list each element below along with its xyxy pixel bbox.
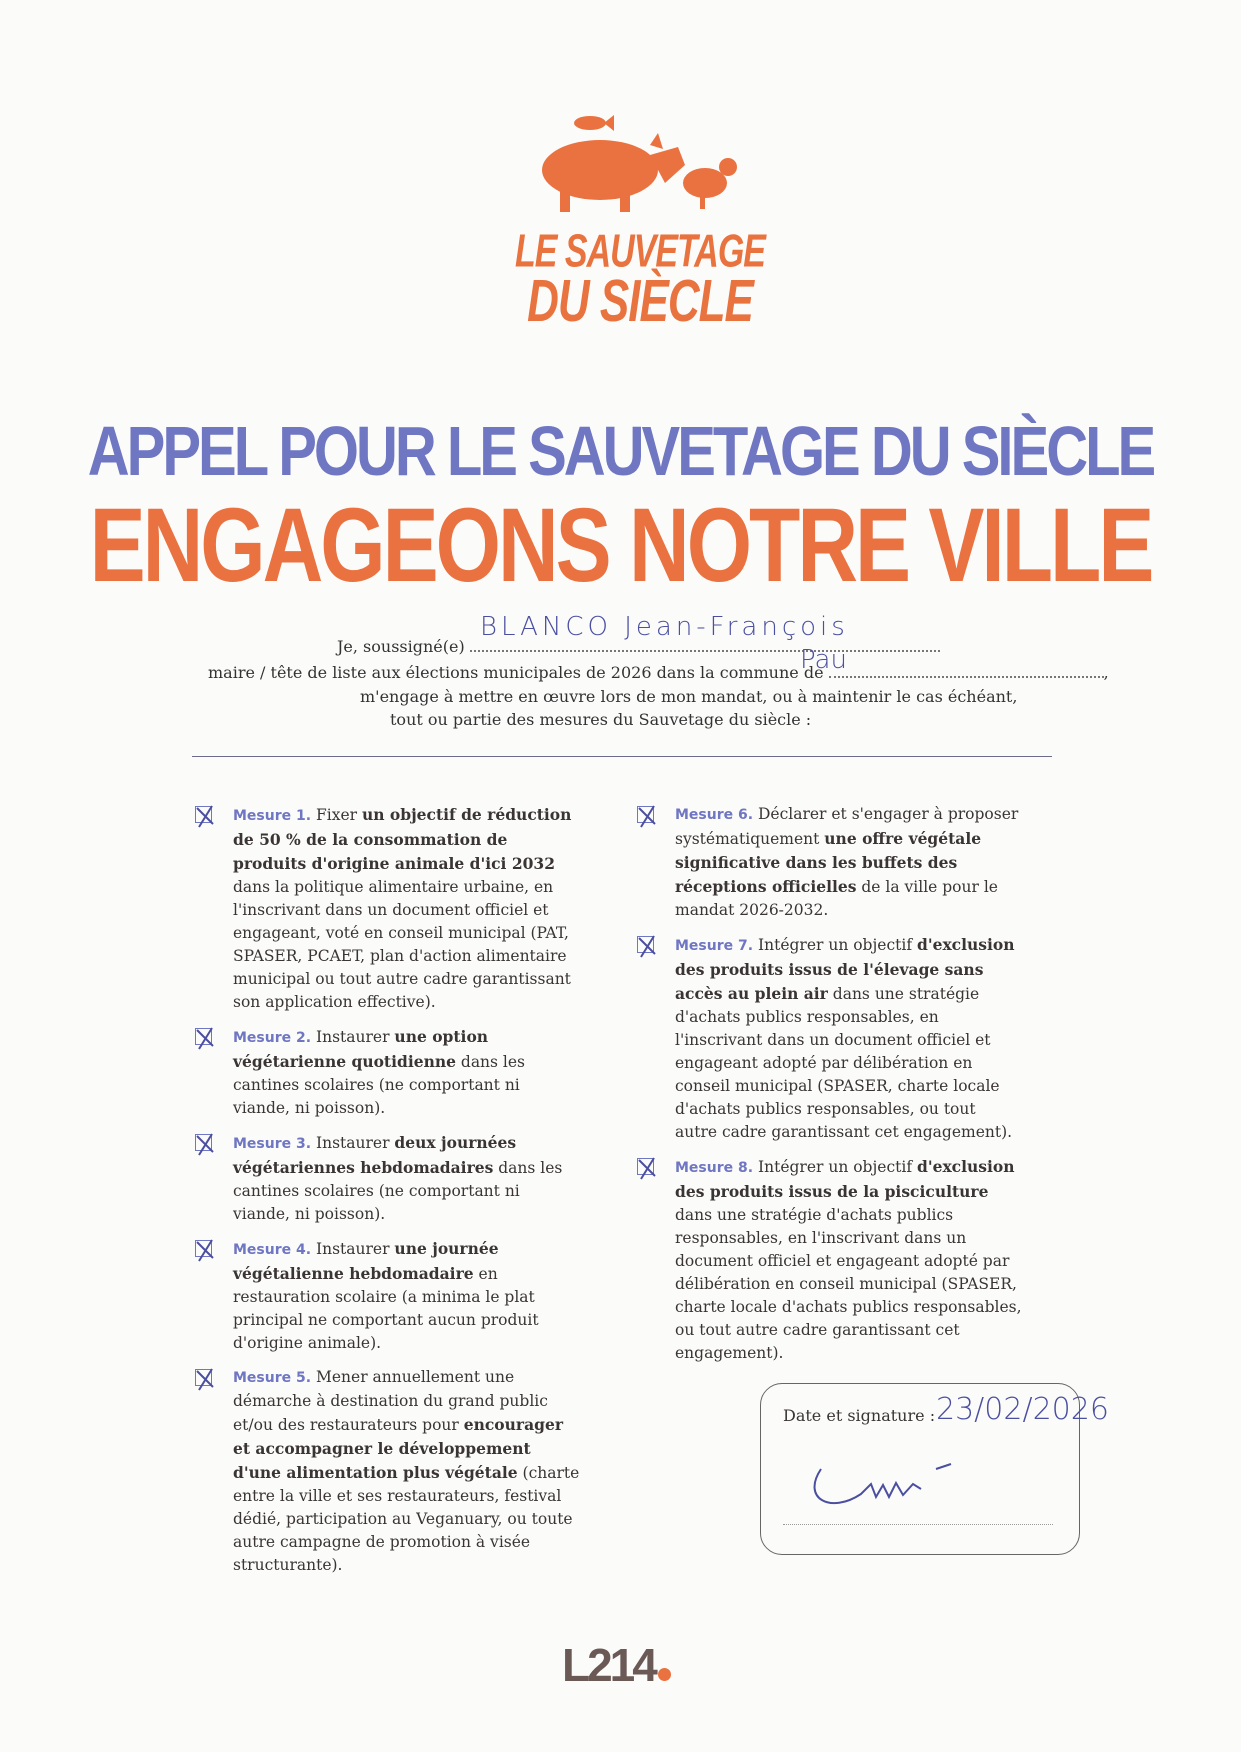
checkbox-measure-7[interactable] [637, 936, 654, 953]
measure-text: dans les cantines scolaires (ne comportant ni viande, ni poisson). [233, 1159, 563, 1223]
checkbox-measure-4[interactable] [195, 1240, 212, 1257]
measures-right-column [637, 803, 1022, 1376]
logo-dot [658, 1668, 671, 1681]
measure-text: Instaurer [311, 1028, 395, 1046]
checkbox-measure-3[interactable] [195, 1134, 212, 1151]
measure-text: d'exclusion des produits issus de la pisciculture [675, 1157, 1015, 1201]
l214-logo [562, 1638, 671, 1692]
role-text: maire / tête de liste aux élections municipales de 2026 dans la commune de [208, 663, 824, 682]
checkbox-measure-5[interactable] [195, 1369, 212, 1386]
title-line-1: APPEL POUR LE SAUVETAGE DU SIÈCLE [87, 412, 1154, 491]
measure-text: Instaurer [311, 1240, 395, 1258]
checkbox-measure-1[interactable] [195, 806, 212, 823]
undersigned-value: BLANCO Jean-François [480, 612, 849, 642]
signature-line [783, 1524, 1053, 1525]
measure-text: dans une stratégie d'achats publics responsables, en l'inscrivant dans un document officiel et engageant adopté par délibération en conseil municipal (SPASER, charte locale d'achats publics responsables, ou tout autre cadre garantissant cet engagement). [675, 1206, 1022, 1362]
commune-field[interactable] [829, 662, 1104, 678]
checkbox-measure-8[interactable] [637, 1158, 654, 1175]
measure-label: Mesure 8. [675, 1160, 754, 1176]
commune-value: Pau [800, 645, 847, 675]
measure-5 [195, 1366, 580, 1577]
measure-text: dans une stratégie d'achats publics responsables, en l'inscrivant dans un document officiel et engageant adopté par délibération en conseil municipal (SPASER, charte locale d'achats publics responsables, ou tout autre cadre garantissant cet engagement). [675, 985, 1013, 1141]
logo-line-1: LE SAUVETAGE [515, 226, 765, 278]
measures-left-column [195, 803, 580, 1588]
measure-label: Mesure 7. [675, 938, 754, 954]
l214-brand: L214 [562, 1639, 655, 1691]
measure-text: en restauration scolaire (a minima le plat principal ne comportant aucun produit d'origine animale). [233, 1265, 539, 1352]
measure-text: (charte entre la ville et ses restaurateurs, festival dédié, participation au Veganuary, ou toute autre campagne de promotion à visée structurante). [233, 1464, 580, 1574]
measure-1 [195, 803, 580, 1014]
check-x-icon [194, 1238, 216, 1262]
logo-line-2: DU SIÈCLE [527, 268, 753, 335]
measure-label: Mesure 4. [233, 1242, 312, 1258]
pig-chicken-fish-icon [500, 105, 780, 225]
measure-text: deux journées végétariennes hebdomadaires [233, 1133, 517, 1177]
checkbox-measure-2[interactable] [195, 1028, 212, 1045]
check-x-icon [636, 1156, 658, 1180]
handwritten-signature [801, 1439, 1001, 1519]
measure-text: Déclarer et s'engager à proposer systématiquement [675, 805, 1019, 848]
commit-line-1: m'engage à mettre en œuvre lors de mon mandat, ou à maintenir le cas échéant, [360, 687, 1018, 706]
check-x-icon [194, 1026, 216, 1050]
measure-text: de la ville pour le mandat 2026-2032. [675, 878, 998, 919]
sauvetage-logo [500, 105, 780, 335]
measure-3 [195, 1131, 580, 1226]
measure-label: Mesure 6. [675, 807, 754, 823]
checkbox-measure-6[interactable] [637, 806, 654, 823]
measure-text: un objectif de réduction de 50 % de la consommation de produits d'origine animale d'ici 2032 [233, 805, 572, 873]
measure-text: Fixer [311, 806, 362, 824]
measure-7 [637, 933, 1022, 1144]
measure-text: Mener annuellement une démarche à destination du grand public et/ou des restaurateurs pour [233, 1368, 548, 1434]
title-line-2: ENGAGEONS NOTRE VILLE [89, 486, 1152, 604]
signature-label: Date et signature : [783, 1406, 936, 1425]
check-x-icon [194, 1132, 216, 1156]
measure-text: encourager et accompagner le développement d'une alimentation plus végétale [233, 1415, 563, 1482]
measure-text: une journée végétalienne hebdomadaire [233, 1239, 499, 1283]
measure-text: Intégrer un objectif [753, 1158, 917, 1176]
divider [192, 756, 1052, 757]
measure-text: une option végétarienne quotidienne [233, 1027, 489, 1071]
measure-6 [637, 803, 1022, 922]
role-row: maire / tête de liste aux élections municipales de 2026 dans la commune de , [208, 663, 1109, 682]
measure-text: Intégrer un objectif [753, 936, 917, 954]
check-x-icon [636, 934, 658, 958]
measure-label: Mesure 1. [233, 808, 312, 824]
undersigned-label: Je, soussigné(e) [337, 637, 465, 656]
measure-4 [195, 1237, 580, 1355]
signature-date: 23/02/2026 [936, 1392, 1109, 1427]
measure-label: Mesure 2. [233, 1030, 312, 1046]
check-x-icon [636, 804, 658, 828]
check-x-icon [194, 1367, 216, 1391]
measure-8 [637, 1155, 1022, 1365]
measure-label: Mesure 5. [233, 1370, 312, 1386]
measure-text: dans la politique alimentaire urbaine, en l'inscrivant dans un document officiel et engageant, voté en conseil municipal (PAT, SPASER, PCAET, plan d'action alimentaire municipal ou tout autre cadre garantissant son application effective). [233, 878, 571, 1011]
signature-box[interactable] [760, 1383, 1109, 1555]
check-x-icon [194, 804, 216, 828]
measure-text: Instaurer [311, 1134, 395, 1152]
commit-line-2: tout ou partie des mesures du Sauvetage du siècle : [390, 710, 812, 729]
measure-text: une offre végétale significative dans les buffets des réceptions officielles [675, 829, 982, 896]
measure-label: Mesure 3. [233, 1136, 312, 1152]
measure-text: d'exclusion des produits issus de l'élevage sans accès au plein air [675, 935, 1015, 1003]
measure-text: dans les cantines scolaires (ne comportant ni viande, ni poisson). [233, 1053, 526, 1117]
measure-2 [195, 1025, 580, 1120]
